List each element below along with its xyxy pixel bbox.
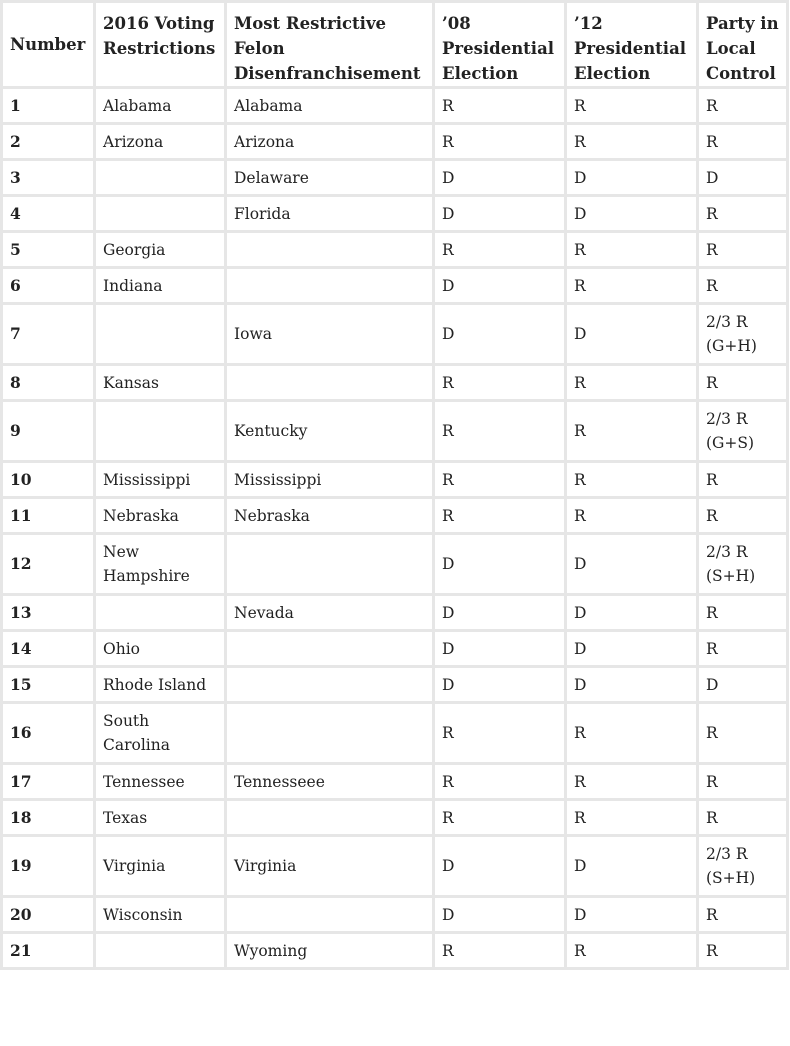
header-08-election: ’08 Presidential Election bbox=[434, 2, 566, 88]
table-row bbox=[2, 88, 788, 124]
cell-12-election: R bbox=[566, 232, 698, 268]
cell-felon-disenfranchisement: Arizona bbox=[226, 124, 434, 160]
header-felon-disenfranchisement: Most Restrictive Felon Disenfranchisement bbox=[226, 2, 434, 88]
cell-08-election: R bbox=[434, 401, 566, 462]
cell-08-election: D bbox=[434, 595, 566, 631]
cell-number: 14 bbox=[2, 631, 95, 667]
cell-voting-restriction: Georgia bbox=[95, 232, 226, 268]
table-row bbox=[2, 703, 788, 764]
cell-felon-disenfranchisement bbox=[226, 232, 434, 268]
cell-08-election: D bbox=[434, 631, 566, 667]
cell-voting-restriction: Indiana bbox=[95, 268, 226, 304]
cell-number: 3 bbox=[2, 160, 95, 196]
cell-08-election: D bbox=[434, 836, 566, 897]
cell-voting-restriction: Mississippi bbox=[95, 462, 226, 498]
cell-12-election: D bbox=[566, 667, 698, 703]
cell-08-election: D bbox=[434, 304, 566, 365]
cell-voting-restriction: Ohio bbox=[95, 631, 226, 667]
cell-number: 13 bbox=[2, 595, 95, 631]
cell-party-control: 2/3 R (S+H) bbox=[698, 534, 788, 595]
cell-12-election: R bbox=[566, 800, 698, 836]
cell-felon-disenfranchisement bbox=[226, 268, 434, 304]
cell-voting-restriction bbox=[95, 196, 226, 232]
cell-number: 6 bbox=[2, 268, 95, 304]
cell-12-election: D bbox=[566, 836, 698, 897]
table-row bbox=[2, 933, 788, 969]
cell-08-election: R bbox=[434, 498, 566, 534]
cell-felon-disenfranchisement bbox=[226, 703, 434, 764]
cell-12-election: D bbox=[566, 897, 698, 933]
cell-08-election: R bbox=[434, 365, 566, 401]
cell-08-election: D bbox=[434, 534, 566, 595]
cell-felon-disenfranchisement: Delaware bbox=[226, 160, 434, 196]
cell-party-control: R bbox=[698, 88, 788, 124]
cell-party-control: R bbox=[698, 703, 788, 764]
cell-voting-restriction: New Hampshire bbox=[95, 534, 226, 595]
cell-12-election: R bbox=[566, 88, 698, 124]
cell-12-election: R bbox=[566, 933, 698, 969]
cell-number: 16 bbox=[2, 703, 95, 764]
cell-number: 7 bbox=[2, 304, 95, 365]
cell-party-control: R bbox=[698, 268, 788, 304]
cell-12-election: D bbox=[566, 196, 698, 232]
cell-felon-disenfranchisement: Kentucky bbox=[226, 401, 434, 462]
cell-number: 18 bbox=[2, 800, 95, 836]
cell-12-election: D bbox=[566, 631, 698, 667]
cell-12-election: D bbox=[566, 304, 698, 365]
cell-08-election: R bbox=[434, 232, 566, 268]
cell-party-control: R bbox=[698, 124, 788, 160]
cell-08-election: R bbox=[434, 703, 566, 764]
cell-08-election: D bbox=[434, 897, 566, 933]
cell-number: 8 bbox=[2, 365, 95, 401]
cell-08-election: D bbox=[434, 160, 566, 196]
cell-voting-restriction bbox=[95, 401, 226, 462]
cell-felon-disenfranchisement bbox=[226, 800, 434, 836]
header-number: Number bbox=[2, 2, 95, 88]
cell-party-control: D bbox=[698, 160, 788, 196]
cell-felon-disenfranchisement: Florida bbox=[226, 196, 434, 232]
cell-12-election: D bbox=[566, 160, 698, 196]
table-row bbox=[2, 631, 788, 667]
cell-number: 4 bbox=[2, 196, 95, 232]
cell-12-election: D bbox=[566, 534, 698, 595]
cell-12-election: R bbox=[566, 703, 698, 764]
table-row bbox=[2, 462, 788, 498]
cell-08-election: R bbox=[434, 764, 566, 800]
cell-08-election: R bbox=[434, 124, 566, 160]
cell-12-election: R bbox=[566, 462, 698, 498]
cell-party-control: R bbox=[698, 232, 788, 268]
cell-party-control: R bbox=[698, 462, 788, 498]
cell-08-election: R bbox=[434, 462, 566, 498]
cell-voting-restriction bbox=[95, 595, 226, 631]
cell-08-election: R bbox=[434, 800, 566, 836]
cell-08-election: R bbox=[434, 88, 566, 124]
cell-voting-restriction: Tennessee bbox=[95, 764, 226, 800]
cell-voting-restriction: Virginia bbox=[95, 836, 226, 897]
cell-number: 2 bbox=[2, 124, 95, 160]
table-header bbox=[2, 2, 788, 88]
table-row bbox=[2, 764, 788, 800]
cell-felon-disenfranchisement: Nevada bbox=[226, 595, 434, 631]
table-row bbox=[2, 534, 788, 595]
cell-party-control: R bbox=[698, 897, 788, 933]
cell-12-election: R bbox=[566, 268, 698, 304]
cell-felon-disenfranchisement: Wyoming bbox=[226, 933, 434, 969]
table-row bbox=[2, 897, 788, 933]
cell-party-control: R bbox=[698, 498, 788, 534]
cell-number: 20 bbox=[2, 897, 95, 933]
cell-number: 11 bbox=[2, 498, 95, 534]
cell-12-election: R bbox=[566, 365, 698, 401]
header-party-control: Party in Local Control bbox=[698, 2, 788, 88]
cell-voting-restriction: Nebraska bbox=[95, 498, 226, 534]
cell-12-election: R bbox=[566, 764, 698, 800]
cell-number: 10 bbox=[2, 462, 95, 498]
cell-party-control: R bbox=[698, 764, 788, 800]
table-row bbox=[2, 365, 788, 401]
cell-party-control: R bbox=[698, 800, 788, 836]
table-row bbox=[2, 667, 788, 703]
cell-party-control: R bbox=[698, 196, 788, 232]
table-row bbox=[2, 268, 788, 304]
header-row bbox=[2, 2, 788, 88]
cell-number: 5 bbox=[2, 232, 95, 268]
cell-felon-disenfranchisement: Alabama bbox=[226, 88, 434, 124]
cell-number: 19 bbox=[2, 836, 95, 897]
header-voting-restrictions: 2016 Voting Restrictions bbox=[95, 2, 226, 88]
cell-voting-restriction: South Carolina bbox=[95, 703, 226, 764]
cell-party-control: R bbox=[698, 365, 788, 401]
cell-voting-restriction bbox=[95, 160, 226, 196]
cell-felon-disenfranchisement: Iowa bbox=[226, 304, 434, 365]
cell-voting-restriction bbox=[95, 304, 226, 365]
cell-party-control: 2/3 R (S+H) bbox=[698, 836, 788, 897]
cell-felon-disenfranchisement: Mississippi bbox=[226, 462, 434, 498]
cell-felon-disenfranchisement bbox=[226, 897, 434, 933]
header-12-election: ’12 Presidential Election bbox=[566, 2, 698, 88]
cell-number: 17 bbox=[2, 764, 95, 800]
cell-felon-disenfranchisement bbox=[226, 365, 434, 401]
table-row bbox=[2, 401, 788, 462]
table-row bbox=[2, 800, 788, 836]
cell-party-control: 2/3 R (G+S) bbox=[698, 401, 788, 462]
cell-12-election: R bbox=[566, 124, 698, 160]
cell-felon-disenfranchisement bbox=[226, 631, 434, 667]
table-row bbox=[2, 595, 788, 631]
cell-party-control: D bbox=[698, 667, 788, 703]
cell-08-election: D bbox=[434, 667, 566, 703]
table-row bbox=[2, 124, 788, 160]
cell-voting-restriction: Arizona bbox=[95, 124, 226, 160]
cell-felon-disenfranchisement: Nebraska bbox=[226, 498, 434, 534]
cell-felon-disenfranchisement bbox=[226, 667, 434, 703]
cell-party-control: R bbox=[698, 933, 788, 969]
table-row bbox=[2, 498, 788, 534]
cell-12-election: R bbox=[566, 401, 698, 462]
cell-12-election: R bbox=[566, 498, 698, 534]
cell-voting-restriction: Rhode Island bbox=[95, 667, 226, 703]
cell-voting-restriction: Wisconsin bbox=[95, 897, 226, 933]
cell-voting-restriction: Alabama bbox=[95, 88, 226, 124]
cell-party-control: 2/3 R (G+H) bbox=[698, 304, 788, 365]
cell-party-control: R bbox=[698, 631, 788, 667]
cell-number: 21 bbox=[2, 933, 95, 969]
cell-08-election: R bbox=[434, 933, 566, 969]
cell-voting-restriction bbox=[95, 933, 226, 969]
cell-felon-disenfranchisement: Virginia bbox=[226, 836, 434, 897]
cell-number: 1 bbox=[2, 88, 95, 124]
cell-voting-restriction: Texas bbox=[95, 800, 226, 836]
cell-felon-disenfranchisement bbox=[226, 534, 434, 595]
cell-12-election: D bbox=[566, 595, 698, 631]
cell-number: 12 bbox=[2, 534, 95, 595]
cell-number: 15 bbox=[2, 667, 95, 703]
table-row bbox=[2, 304, 788, 365]
table-row bbox=[2, 196, 788, 232]
table-row bbox=[2, 836, 788, 897]
cell-felon-disenfranchisement: Tennesseee bbox=[226, 764, 434, 800]
cell-08-election: D bbox=[434, 268, 566, 304]
cell-number: 9 bbox=[2, 401, 95, 462]
cell-party-control: R bbox=[698, 595, 788, 631]
table-row bbox=[2, 160, 788, 196]
table-body bbox=[2, 88, 788, 969]
cell-08-election: D bbox=[434, 196, 566, 232]
table-row bbox=[2, 232, 788, 268]
cell-voting-restriction: Kansas bbox=[95, 365, 226, 401]
